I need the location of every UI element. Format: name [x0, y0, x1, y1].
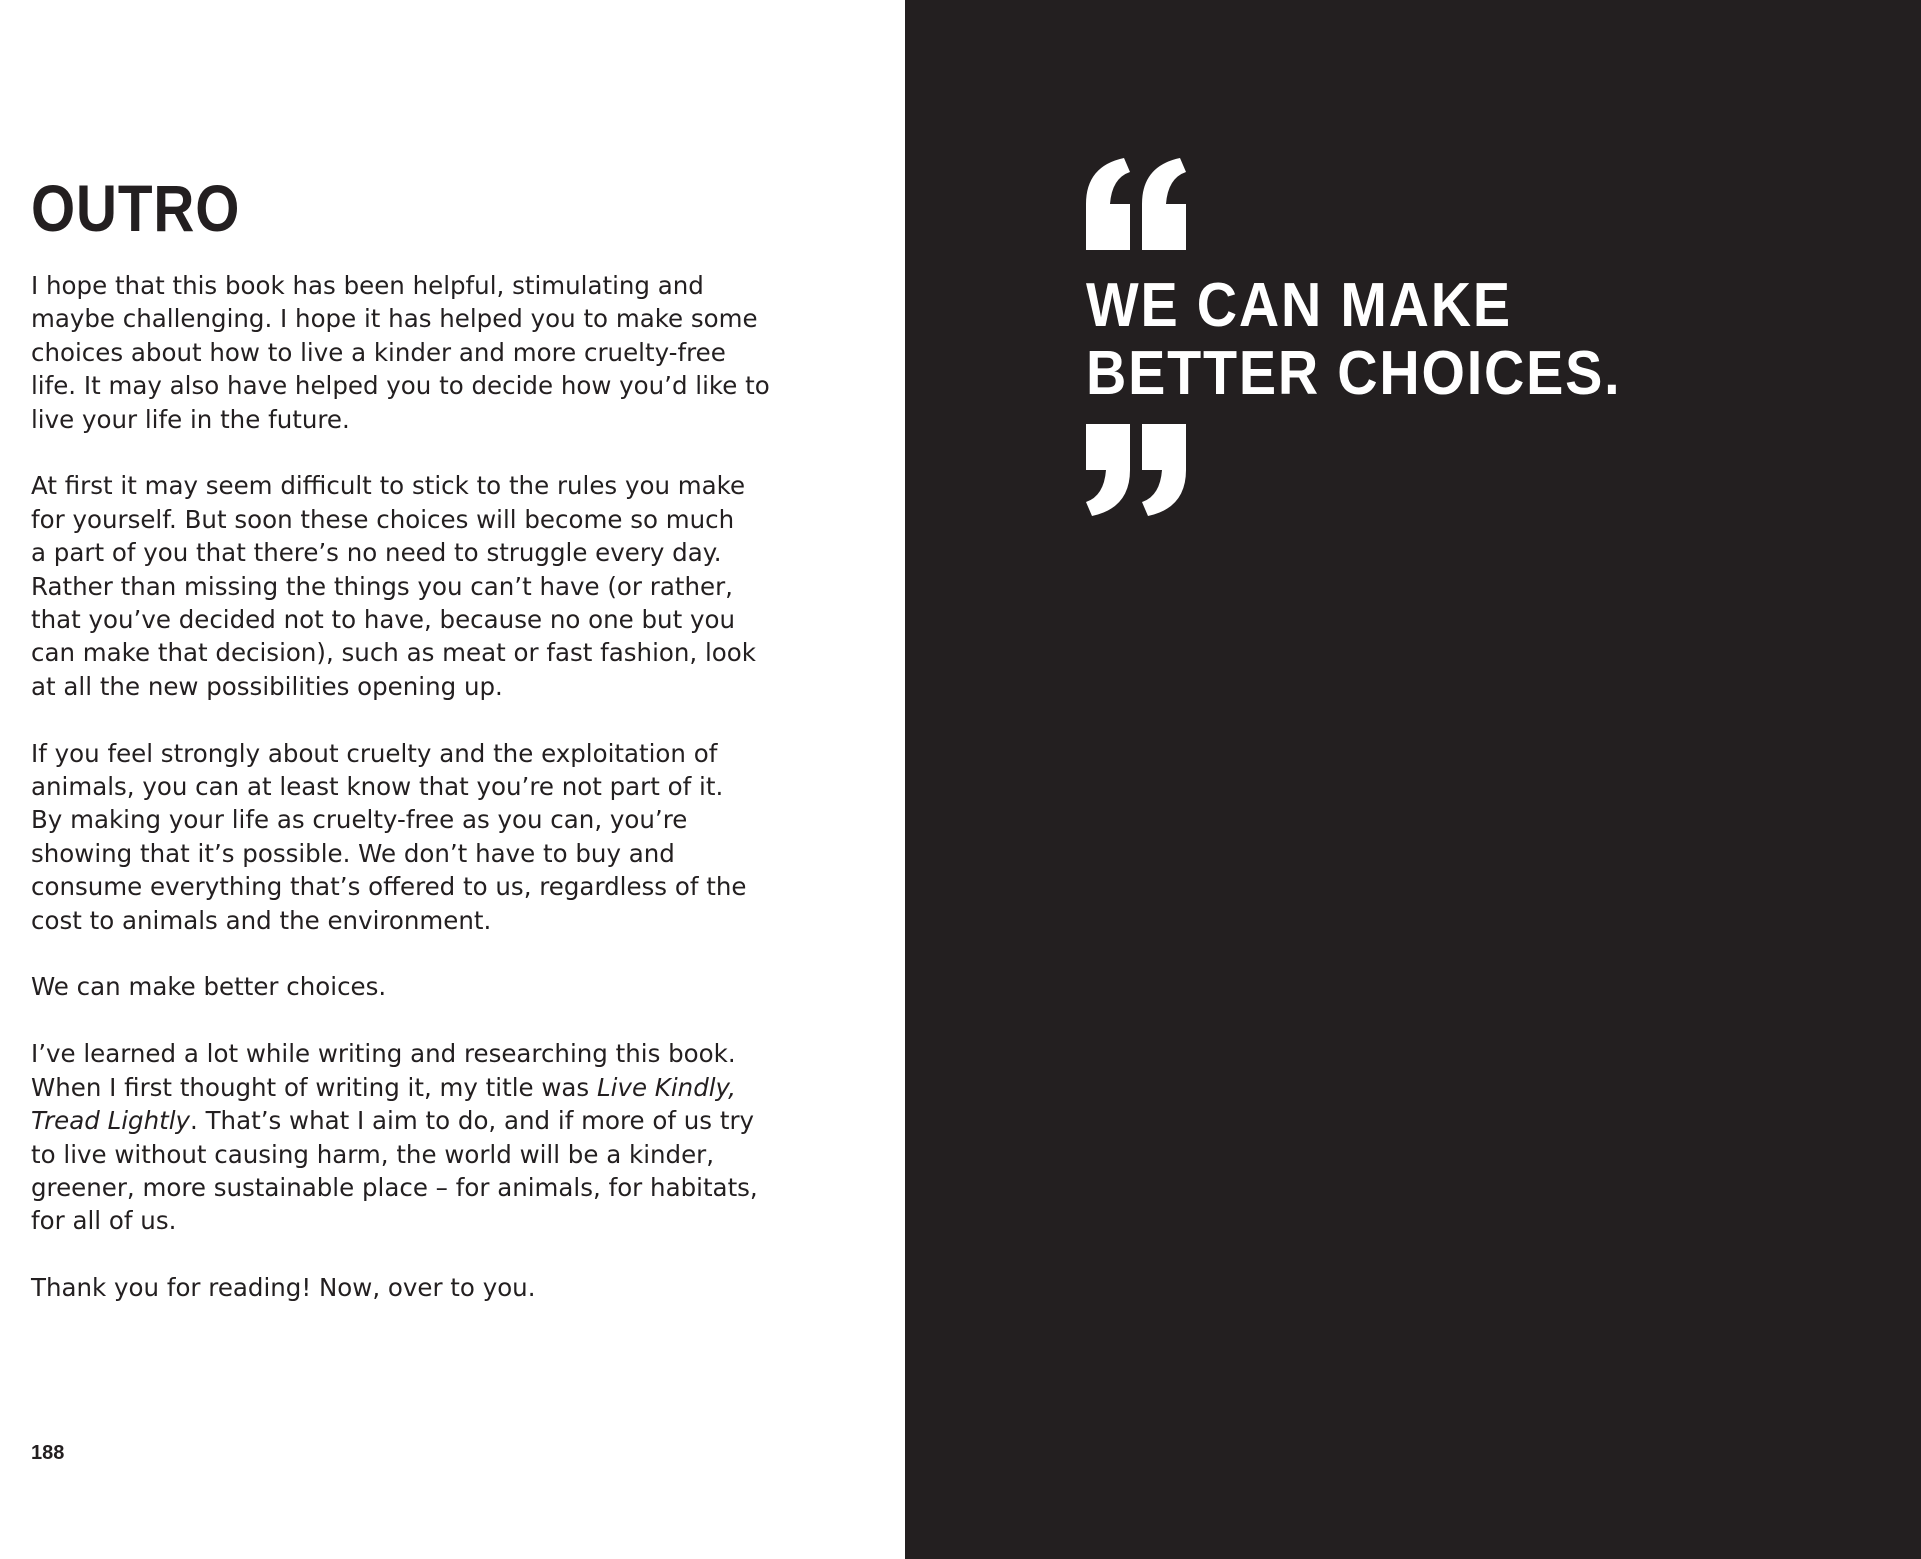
closing-quote-icon — [1086, 424, 1190, 516]
text-line: life. It may also have helped you to decide how you’d like to — [31, 371, 770, 401]
pull-quote-line: BETTER CHOICES. — [1086, 339, 1622, 408]
text-segment: When I first thought of writing it, my title was — [31, 1072, 597, 1102]
text-line: choices about how to live a kinder and more cruelty-free — [31, 337, 726, 367]
text-line: We can make better choices. — [31, 972, 387, 1002]
paragraph-2 — [31, 469, 791, 703]
text-line: showing that it’s possible. We don’t have to buy and — [31, 838, 675, 868]
right-page — [905, 0, 1921, 1559]
text-line: Rather than missing the things you can’t have (or rather, — [31, 571, 733, 601]
text-segment: . That’s what I aim to do, and if more of us try — [190, 1106, 755, 1136]
text-line: a part of you that there’s no need to struggle every day. — [31, 538, 722, 568]
text-line: I hope that this book has been helpful, stimulating and — [31, 271, 704, 300]
text-line: that you’ve decided not to have, because no one but you — [31, 605, 735, 635]
text-line: If you feel strongly about cruelty and the exploitation of — [31, 738, 718, 768]
text-line: can make that decision), such as meat or fast fashion, look — [31, 638, 756, 668]
text-line: consume everything that’s offered to us, regardless of the — [31, 872, 747, 902]
text-line: By making your life as cruelty-free as you can, you’re — [31, 805, 688, 835]
text-line: for yourself. But soon these choices will become so much — [31, 504, 735, 534]
page-number: 188 — [31, 1442, 65, 1464]
text-line: for all of us. — [31, 1206, 177, 1236]
pull-quote-line: WE CAN MAKE — [1086, 271, 1512, 340]
left-page — [0, 0, 905, 1559]
paragraph-4 — [31, 970, 791, 1003]
text-line: to live without causing harm, the world will be a kinder, — [31, 1139, 715, 1169]
paragraph-6 — [31, 1271, 791, 1304]
text-line: I’ve learned a lot while writing and researching this book. — [31, 1039, 736, 1069]
body-text — [31, 269, 791, 1338]
text-line: animals, you can at least know that you’re not part of it. — [31, 772, 724, 802]
text-line: maybe challenging. I hope it has helped you to make some — [31, 304, 758, 334]
book-title-italic: Live Kindly, — [596, 1072, 736, 1102]
text-line: live your life in the future. — [31, 404, 350, 434]
paragraph-1 — [31, 269, 791, 436]
pull-quote — [1086, 272, 1621, 408]
text-line: at all the new possibilities opening up. — [31, 671, 503, 701]
paragraph-3 — [31, 737, 791, 937]
text-line: At first it may seem difficult to stick to the rules you make — [31, 471, 746, 501]
paragraph-5 — [31, 1037, 791, 1237]
text-line: greener, more sustainable place – for animals, for habitats, — [31, 1172, 758, 1202]
page-heading: OUTRO — [31, 171, 241, 245]
text-line — [31, 1071, 791, 1104]
book-title-italic: Tread Lightly — [31, 1106, 191, 1136]
text-line — [31, 1104, 791, 1137]
text-line: cost to animals and the environment. — [31, 905, 492, 935]
opening-quote-icon — [1086, 158, 1190, 250]
text-line: Thank you for reading! Now, over to you. — [31, 1273, 536, 1303]
